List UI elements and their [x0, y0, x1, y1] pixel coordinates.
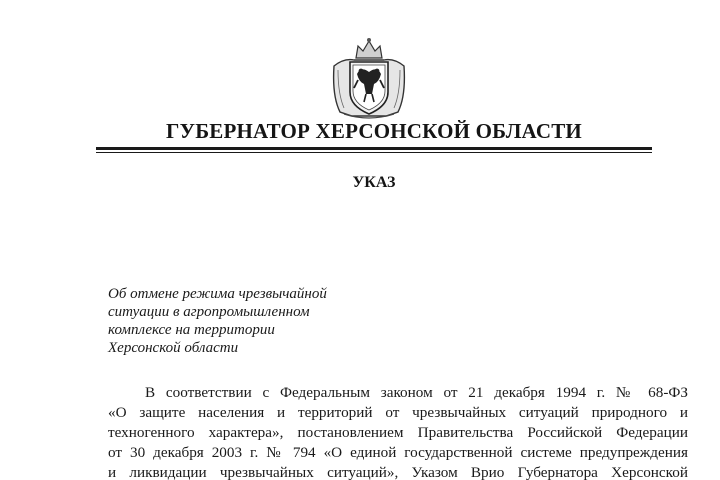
- decree-body: [108, 383, 688, 480]
- subject-line: Херсонской области: [108, 340, 239, 356]
- authority-title: ГУБЕРНАТОР ХЕРСОНСКОЙ ОБЛАСТИ: [166, 119, 582, 143]
- subject-line: ситуации в агропромышленном: [108, 304, 310, 320]
- decree-subject: [108, 285, 388, 357]
- body-line: от 30 декабря 2003 г. № 794 «О единой государственной системе предупреждения: [108, 444, 688, 461]
- subject-line: комплексе на территории: [108, 322, 275, 338]
- subject-line: Об отмене режима чрезвычайной: [108, 286, 327, 302]
- header-divider-thick: [96, 147, 652, 150]
- document-type: УКАЗ: [352, 174, 396, 191]
- body-line: «О защите населения и территорий от чрезвычайных ситуаций природного и: [108, 404, 688, 421]
- header-divider-thin: [96, 152, 652, 153]
- coat-of-arms-icon: [328, 36, 410, 120]
- body-line: техногенного характера», постановлением Правительства Российской Федерации: [108, 424, 688, 441]
- body-line: и ликвидации чрезвычайных ситуаций», Указом Врио Губернатора Херсонской: [108, 464, 688, 480]
- body-line: В соответствии с Федеральным законом от 21 декабря 1994 г. № 68-ФЗ: [145, 384, 688, 401]
